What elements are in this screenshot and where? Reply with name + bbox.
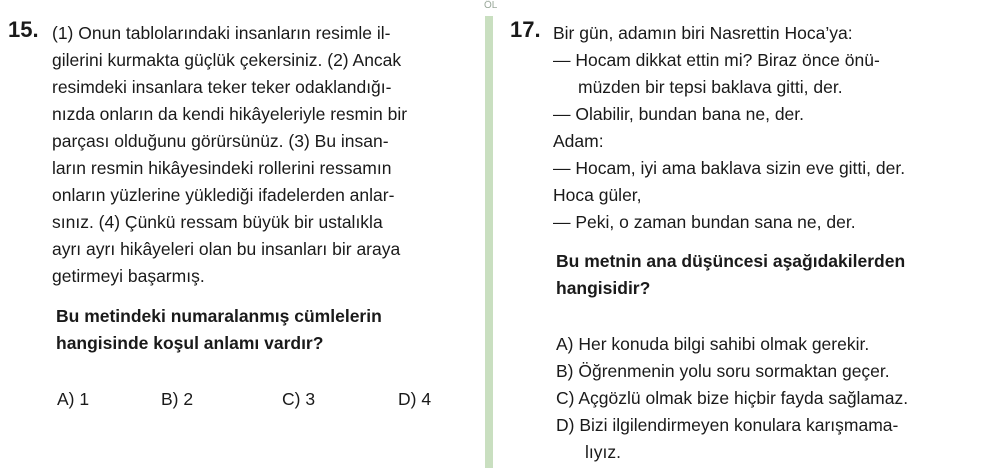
q17-text-line: Adam: xyxy=(553,131,604,151)
q15-option-b[interactable]: B) 2 xyxy=(161,389,194,409)
q17-text-line: — Peki, o zaman bundan sana ne, der. xyxy=(553,212,856,232)
q15-text-line: resimdeki insanlara teker teker odaklandığı- xyxy=(52,77,392,97)
q15-option-d[interactable]: D) 4 xyxy=(398,389,432,409)
q17-text-line: — Olabilir, bundan bana ne, der. xyxy=(553,104,805,124)
q17-text-line: — Hocam, iyi ama baklava sizin eve gitti, der. xyxy=(553,158,906,178)
q15-prompt-line: hangisinde koşul anlamı vardır? xyxy=(56,333,324,353)
q17-option-b[interactable]: B) Öğrenmenin yolu soru sormaktan geçer. xyxy=(556,361,890,381)
q17-option-d[interactable]: D) Bizi ilgilendirmeyen konulara karışmama- xyxy=(556,415,899,435)
q17-option-d-continuation: lıyız. xyxy=(585,442,621,462)
question-17-number: 17. xyxy=(510,17,541,42)
q15-text-line: ayrı ayrı hikâyeleri olan bu insanları bir araya xyxy=(52,239,401,259)
q17-option-a[interactable]: A) Her konuda bilgi sahibi olmak gerekir. xyxy=(556,334,870,354)
q15-text-line: nızda onların da kendi hikâyeleriyle resmin bir xyxy=(52,104,408,124)
q17-prompt-line: hangisidir? xyxy=(556,278,651,298)
q15-option-a[interactable]: A) 1 xyxy=(57,389,90,409)
question-15-number: 15. xyxy=(8,17,39,42)
q15-text-line: sınız. (4) Çünkü ressam büyük bir ustalıkla xyxy=(52,212,383,232)
q15-option-c[interactable]: C) 3 xyxy=(282,389,316,409)
q15-text-line: gilerini kurmakta güçlük çekersiniz. (2) Ancak xyxy=(52,50,402,70)
q17-text-line: müzden bir tepsi baklava gitti, der. xyxy=(578,77,843,97)
q15-text-line: onların yüzlerine yüklediği ifadelerden anlar- xyxy=(52,185,395,205)
q15-prompt-line: Bu metindeki numaralanmış cümlelerin xyxy=(56,306,382,326)
q17-text-line: Bir gün, adamın biri Nasrettin Hoca’ya: xyxy=(553,23,853,43)
q17-prompt-line: Bu metnin ana düşüncesi aşağıdakilerden xyxy=(556,251,906,271)
q17-text-line: Hoca güler, xyxy=(553,185,642,205)
q15-text-line: (1) Onun tablolarındaki insanların resimle il- xyxy=(52,23,391,43)
q15-text-line: ların resmin hikâyesindeki rollerini ressamın xyxy=(52,158,392,178)
q15-text-line: parçası olduğunu görürsünüz. (3) Bu insan- xyxy=(52,131,389,151)
q17-option-c[interactable]: C) Açgözlü olmak bize hiçbir fayda sağlamaz. xyxy=(556,388,909,408)
q15-text-line: getirmeyi başarmış. xyxy=(52,266,205,286)
q17-text-line: — Hocam dikkat ettin mi? Biraz önce önü- xyxy=(553,50,880,70)
corner-mark: ÖL xyxy=(484,0,498,11)
column-divider xyxy=(485,16,493,468)
